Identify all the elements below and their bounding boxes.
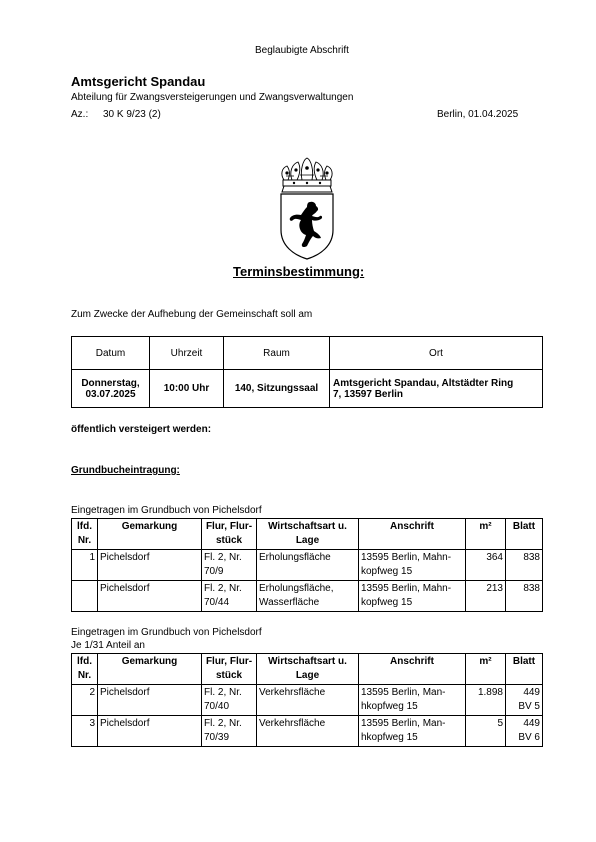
row-flur: Fl. 2, Nr. 70/39 xyxy=(202,716,257,747)
row-flur: Fl. 2, Nr. 70/40 xyxy=(202,685,257,716)
row-wirtschaftsart: Verkehrsfläche xyxy=(257,685,359,716)
section2-share: Je 1/31 Anteil an xyxy=(71,640,145,651)
intro-text: Zum Zwecke der Aufhebung der Gemeinschaft soll am xyxy=(71,309,313,320)
row-qm: 5 xyxy=(466,716,506,747)
col-anschrift: Anschrift xyxy=(359,519,466,550)
row-qm: 364 xyxy=(466,550,506,581)
appointment-room: 140, Sitzungssaal xyxy=(224,370,330,408)
case-number: 30 K 9/23 (2) xyxy=(103,109,161,120)
col-qm: m² xyxy=(466,519,506,550)
header-uhrzeit: Uhrzeit xyxy=(150,337,224,370)
col-flur: Flur, Flur- stück xyxy=(202,654,257,685)
row-blatt: 449 BV 5 xyxy=(506,685,543,716)
table-row xyxy=(72,716,543,747)
auction-text: öffentlich versteigert werden: xyxy=(71,424,212,435)
col-nr: lfd. Nr. xyxy=(72,519,98,550)
row-nr: 2 xyxy=(72,685,98,716)
date-weekday: Donnerstag, xyxy=(81,377,140,389)
col-blatt: Blatt xyxy=(506,654,543,685)
section1-caption: Eingetragen im Grundbuch von Pichelsdorf xyxy=(71,505,262,516)
col-nr: lfd. Nr. xyxy=(72,654,98,685)
col-gemarkung: Gemarkung xyxy=(98,519,202,550)
place-line-2: 7, 13597 Berlin xyxy=(333,388,404,400)
section2-caption: Eingetragen im Grundbuch von Pichelsdorf xyxy=(71,627,262,638)
row-anschrift: 13595 Berlin, Man- hkopfweg 15 xyxy=(359,716,466,747)
row-anschrift: 13595 Berlin, Mahn- kopfweg 15 xyxy=(359,581,466,612)
header-datum: Datum xyxy=(72,337,150,370)
row-qm: 213 xyxy=(466,581,506,612)
row-anschrift: 13595 Berlin, Mahn- kopfweg 15 xyxy=(359,550,466,581)
col-gemarkung: Gemarkung xyxy=(98,654,202,685)
row-qm: 1.898 xyxy=(466,685,506,716)
row-anschrift: 13595 Berlin, Man- hkopfweg 15 xyxy=(359,685,466,716)
row-nr: 3 xyxy=(72,716,98,747)
row-wirtschaftsart: Erholungsfläche, Wasserfläche xyxy=(257,581,359,612)
row-blatt: 838 xyxy=(506,581,543,612)
grundbuch-heading: Grundbucheintragung: xyxy=(71,465,180,476)
row-gemarkung: Pichelsdorf xyxy=(98,581,202,612)
row-nr: 1 xyxy=(72,550,98,581)
appointment-time: 10:00 Uhr xyxy=(150,370,224,408)
grundbuch-table-1 xyxy=(71,518,543,612)
document-title: Terminsbestimmung: xyxy=(233,264,365,279)
table-row xyxy=(72,581,543,612)
place-line-1: Amtsgericht Spandau, Altstädter Ring xyxy=(333,377,514,389)
row-flur: Fl. 2, Nr. 70/44 xyxy=(202,581,257,612)
grundbuch-table-2 xyxy=(71,653,543,747)
row-nr xyxy=(72,581,98,612)
berlin-coat-of-arms-icon xyxy=(274,156,340,260)
col-wirtschaftsart: Wirtschaftsart u. Lage xyxy=(257,654,359,685)
header-raum: Raum xyxy=(224,337,330,370)
department: Abteilung für Zwangsversteigerungen und Zwangsverwaltungen xyxy=(71,92,354,103)
row-gemarkung: Pichelsdorf xyxy=(98,550,202,581)
col-blatt: Blatt xyxy=(506,519,543,550)
row-gemarkung: Pichelsdorf xyxy=(98,716,202,747)
appointment-table xyxy=(71,336,543,408)
date-value: 03.07.2025 xyxy=(85,388,136,400)
row-gemarkung: Pichelsdorf xyxy=(98,685,202,716)
table-row xyxy=(72,685,543,716)
row-blatt: 838 xyxy=(506,550,543,581)
court-name: Amtsgericht Spandau xyxy=(71,74,206,89)
appointment-date xyxy=(72,370,150,408)
table-row xyxy=(72,550,543,581)
row-wirtschaftsart: Erholungsfläche xyxy=(257,550,359,581)
col-wirtschaftsart: Wirtschaftsart u. Lage xyxy=(257,519,359,550)
row-blatt: 449 BV 6 xyxy=(506,716,543,747)
header-ort: Ort xyxy=(330,337,543,370)
row-wirtschaftsart: Verkehrsfläche xyxy=(257,716,359,747)
place-date: Berlin, 01.04.2025 xyxy=(437,109,519,120)
row-flur: Fl. 2, Nr. 70/9 xyxy=(202,550,257,581)
col-qm: m² xyxy=(466,654,506,685)
col-flur: Flur, Flur- stück xyxy=(202,519,257,550)
col-anschrift: Anschrift xyxy=(359,654,466,685)
appointment-place xyxy=(330,370,543,408)
copy-note: Beglaubigte Abschrift xyxy=(255,45,349,56)
az-label: Az.: xyxy=(71,109,89,120)
